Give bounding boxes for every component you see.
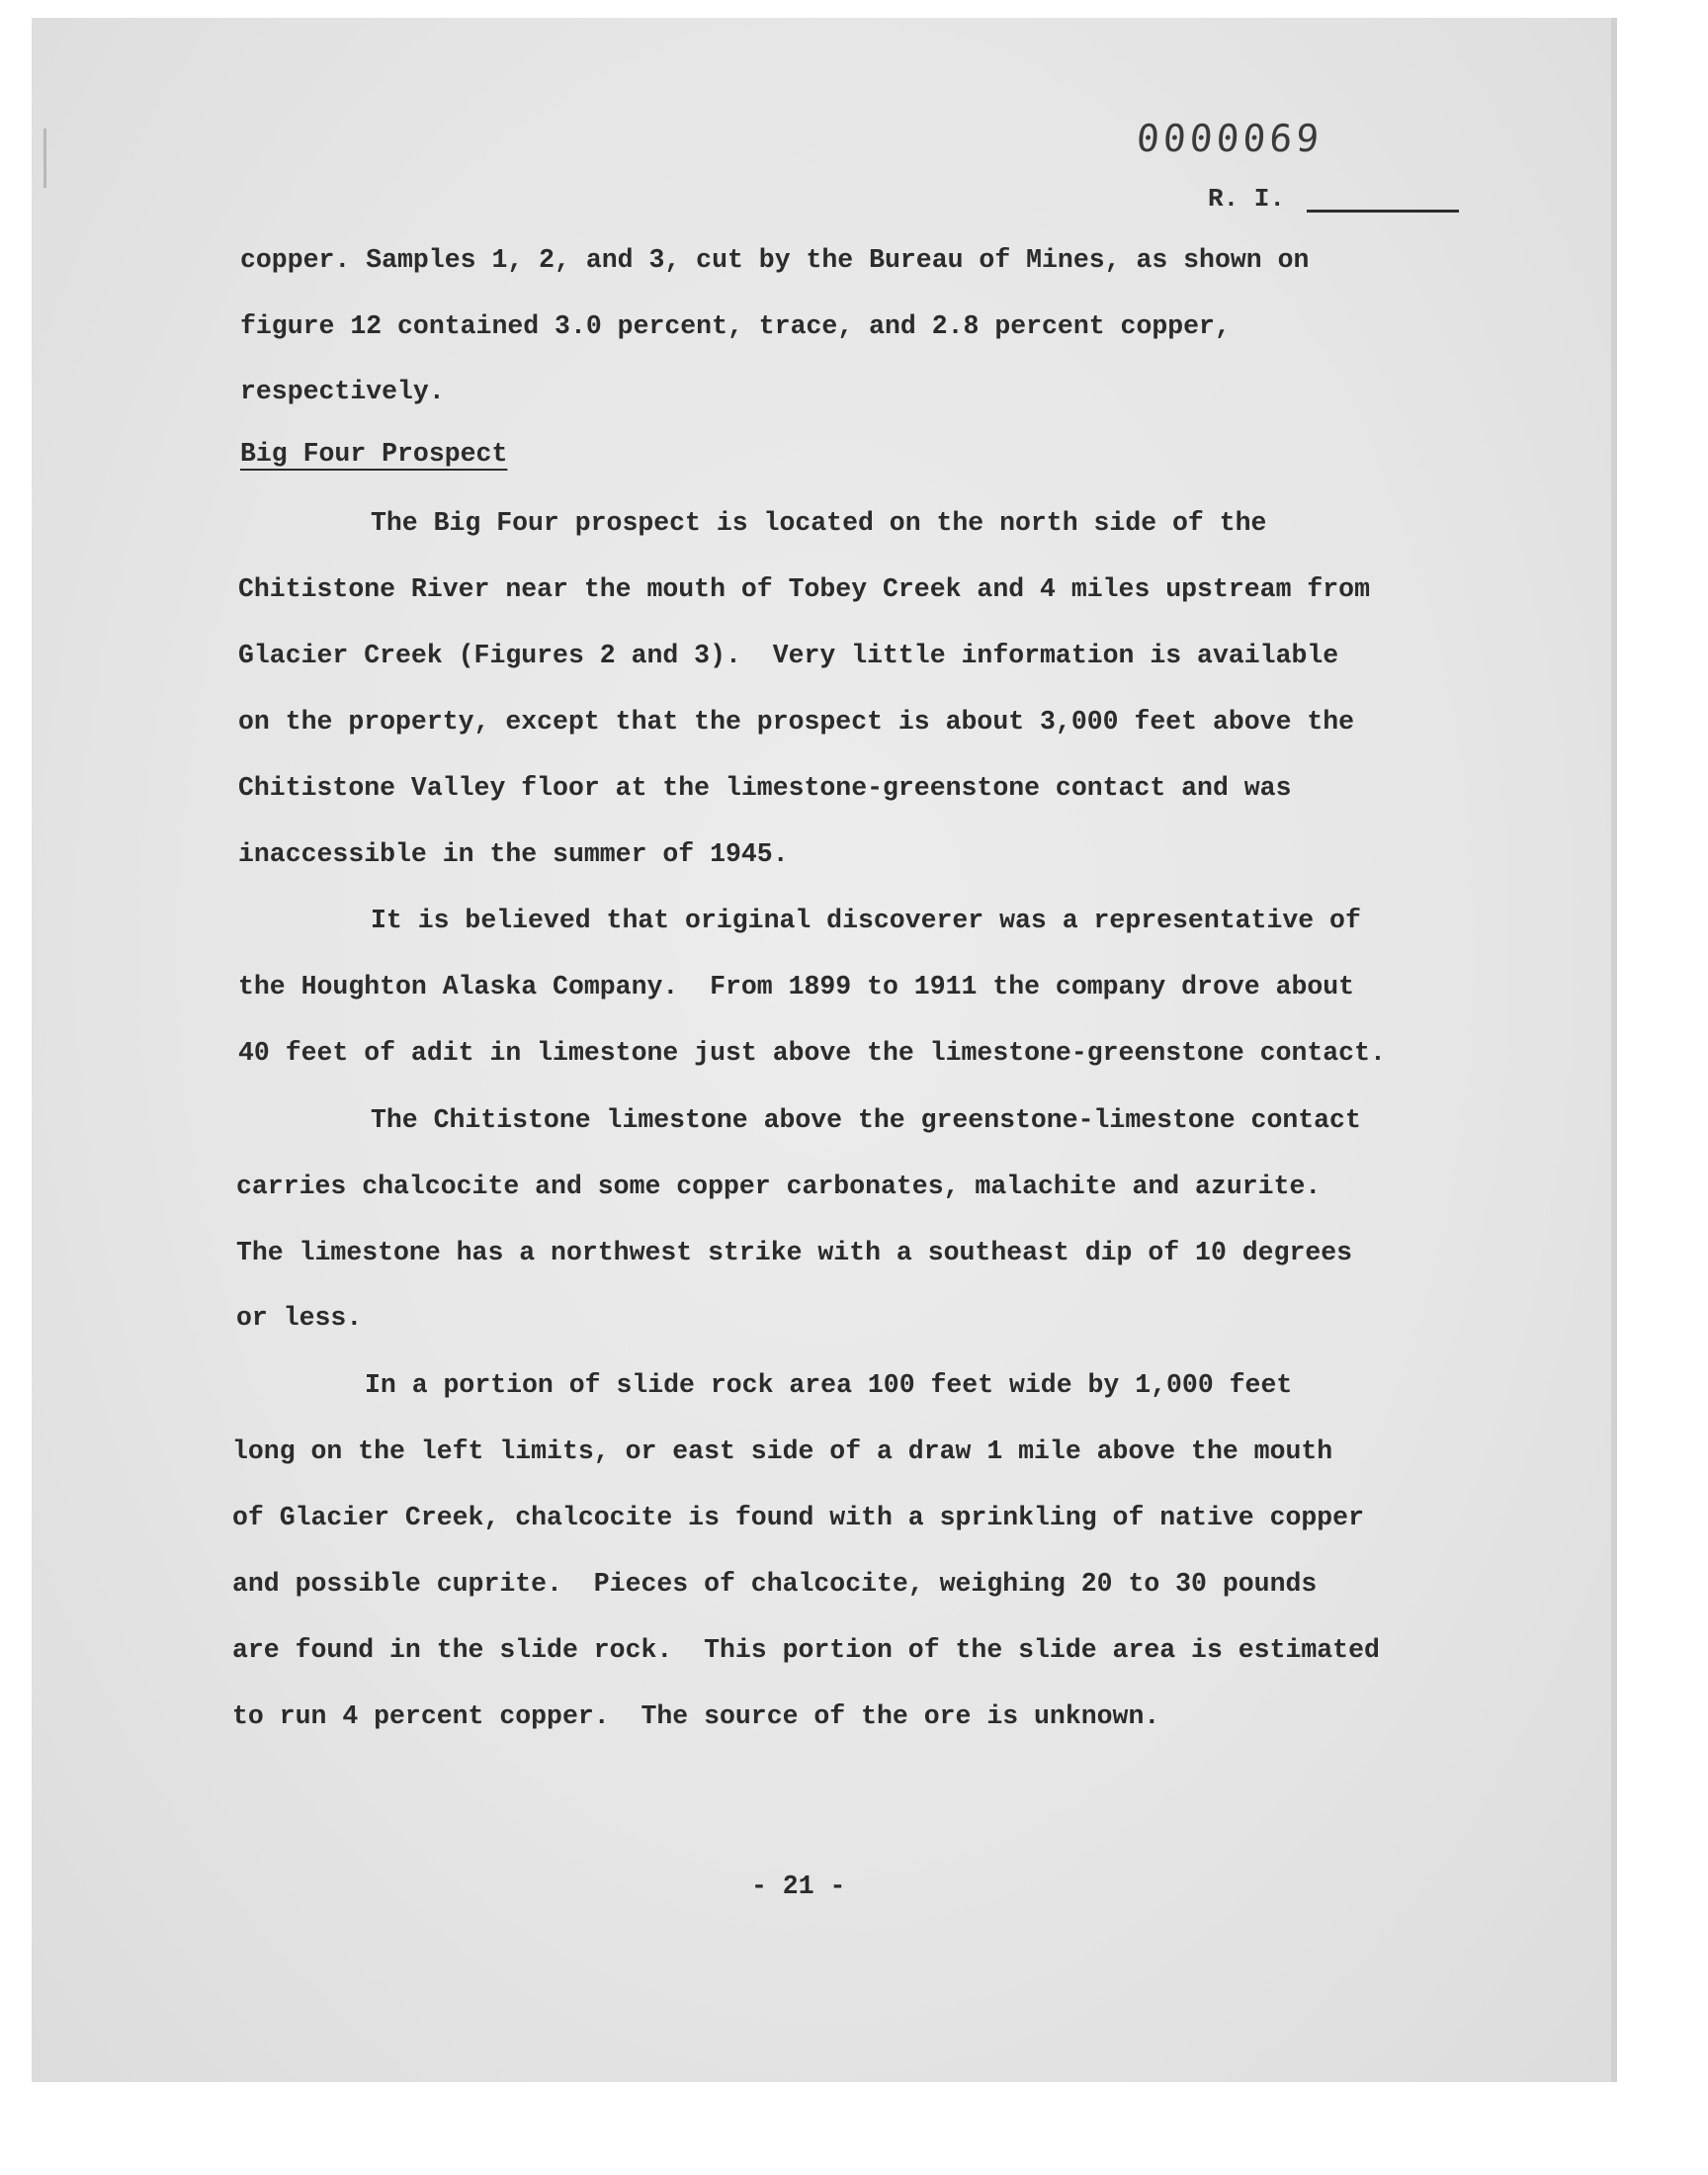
text-line: inaccessible in the summer of 1945. [238,839,789,869]
text-line: of Glacier Creek, chalcocite is found with a sprinkling of native copper [232,1503,1364,1532]
text-line: 40 feet of adit in limestone just above the limestone-greenstone contact. [238,1038,1386,1068]
text-line: carries chalcocite and some copper carbonates, malachite and azurite. [236,1172,1322,1201]
section-heading: Big Four Prospect [240,439,508,469]
text-line: respectively. [240,377,445,406]
ri-label: R. I. [1208,184,1286,214]
text-line: It is believed that original discoverer was a representative of [371,906,1361,935]
text-line: copper. Samples 1, 2, and 3, cut by the Bureau of Mines, as shown on [240,245,1310,275]
text-line: on the property, except that the prospect is about 3,000 feet above the [238,707,1355,737]
text-line: The limestone has a northwest strike with a southeast dip of 10 degrees [236,1238,1353,1267]
page-number: - 21 - [751,1871,846,1901]
text-line: The Big Four prospect is located on the north side of the [371,508,1267,538]
ri-blank-line [1307,210,1459,213]
binding-mark [43,129,46,188]
document-number-stamp: 0000069 [1135,117,1324,160]
text-line: Chitistone Valley floor at the limestone-greenstone contact and was [238,773,1292,803]
text-line: figure 12 contained 3.0 percent, trace, and 2.8 percent copper, [240,311,1231,341]
text-line: long on the left limits, or east side of a draw 1 mile above the mouth [232,1436,1333,1466]
text-line: to run 4 percent copper. The source of the ore is unknown. [232,1701,1160,1731]
text-line: or less. [236,1303,363,1333]
text-line: are found in the slide rock. This portion of the slide area is estimated [232,1635,1380,1665]
text-line: Glacier Creek (Figures 2 and 3). Very little information is available [238,641,1339,670]
text-line: the Houghton Alaska Company. From 1899 to 1911 the company drove about [238,972,1355,1001]
text-line: Chitistone River near the mouth of Tobey Creek and 4 miles upstream from [238,574,1370,604]
text-line: The Chitistone limestone above the greenstone-limestone contact [371,1105,1361,1135]
page-edge-shadow [1611,18,1617,2082]
text-line: In a portion of slide rock area 100 feet wide by 1,000 feet [365,1370,1293,1400]
text-line: and possible cuprite. Pieces of chalcocite, weighing 20 to 30 pounds [232,1569,1318,1599]
